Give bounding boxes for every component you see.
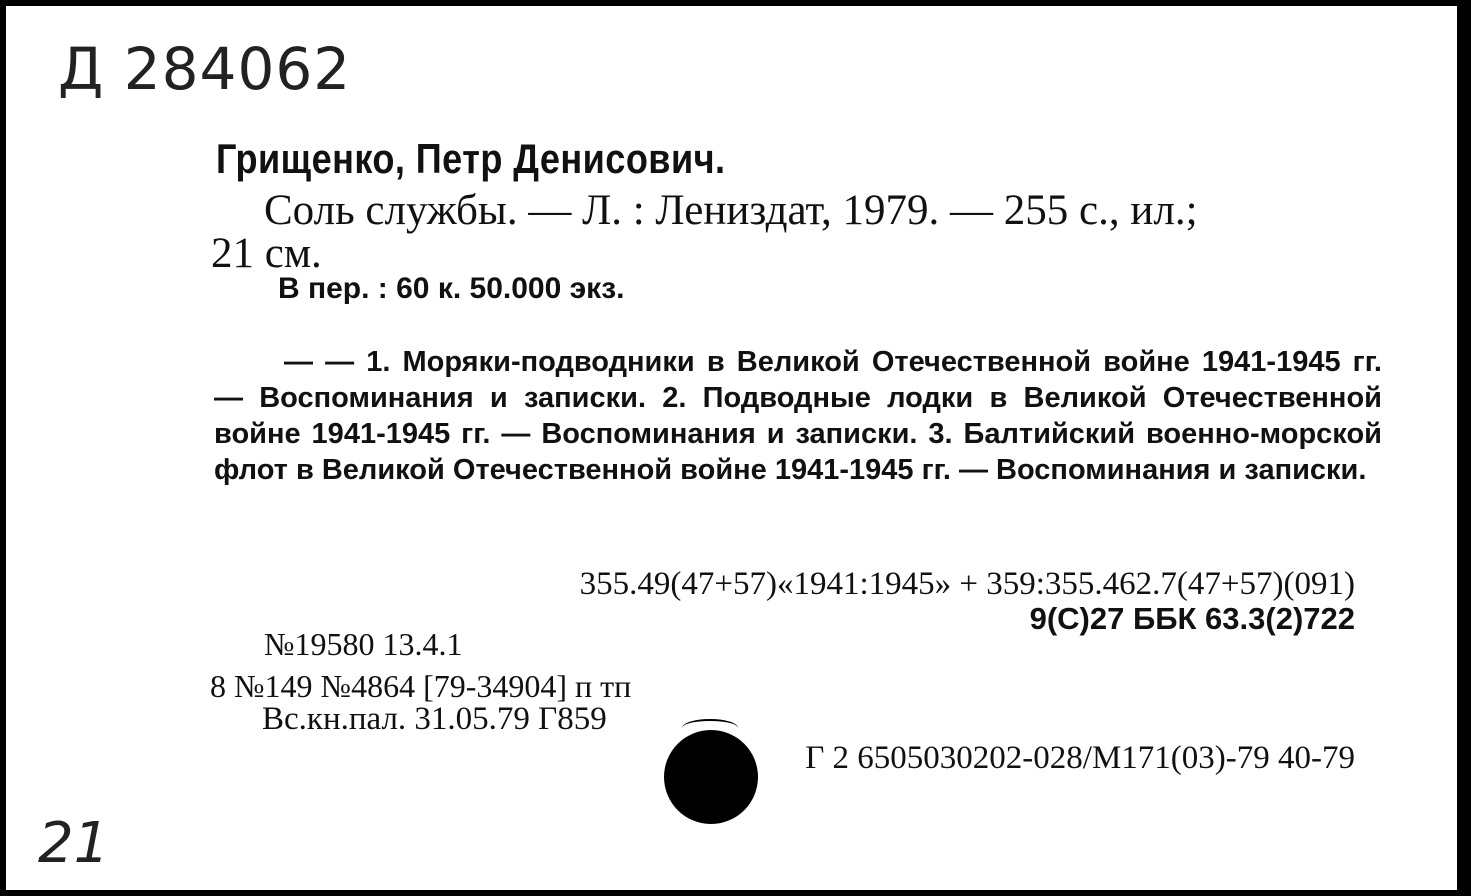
record-number: №19580 13.4.1: [264, 626, 463, 662]
subject-headings: — — 1. Моряки-подводники в Великой Отечественной войне 1941-1945 гг. — Воспоминания и записки. 2. Подводные лодки в Великой Отечественной войне 1941-1945 гг. — Воспоминания и записки. 3. Балтийский военно-морской флот в Великой Отечественной войне 1941-1945 гг. — Воспоминания и записки.: [214, 346, 1382, 486]
book-chamber-date: Вс.кн.пал. 31.05.79 Г859: [262, 701, 607, 737]
author-heading: Грищенко, Петр Денисович.: [216, 135, 726, 182]
bbk-classification: 9(С)27 ББК 63.3(2)722: [1029, 601, 1355, 636]
price-and-print-run: В пер. : 60 к. 50.000 экз.: [278, 272, 625, 305]
handwritten-corner-number: 21: [38, 811, 110, 876]
title-line: Соль службы. — Л. : Лениздат, 1979. — 255 с., ил.;: [264, 187, 1198, 234]
title-continuation: 21 см.: [211, 230, 322, 277]
handwritten-catalog-number: Д 284062: [58, 35, 352, 103]
punch-hole: [664, 730, 758, 824]
udk-classification: 355.49(47+57)«1941:1945» + 359:355.462.7(47+57)(091): [579, 566, 1355, 602]
publisher-code-line: Г 2 6505030202-028/М171(03)-79 40-79: [805, 740, 1355, 776]
order-numbers: 8 №149 №4864 [79-34904] п тп: [210, 668, 632, 704]
